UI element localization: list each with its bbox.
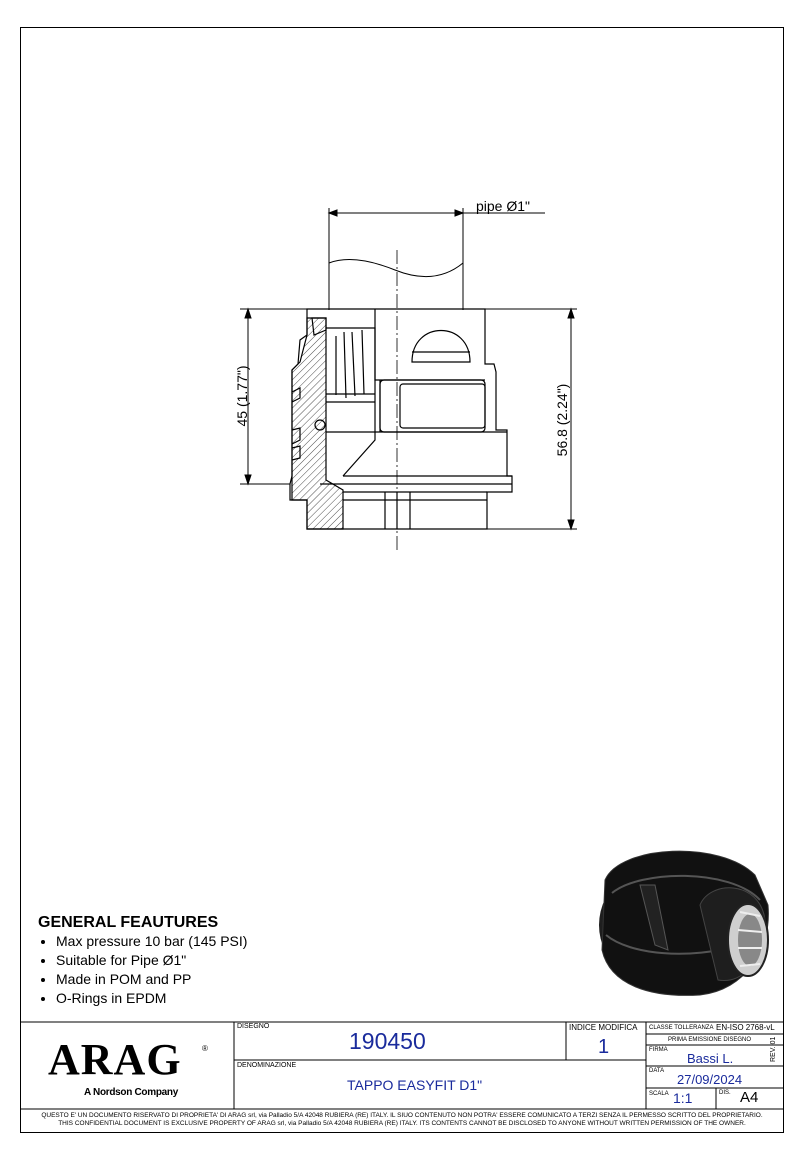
feature-item: • O-Rings in EPDM <box>56 989 247 1008</box>
dis-label: DIS. <box>719 1090 731 1096</box>
part-3d-render <box>599 851 768 995</box>
part-name: TAPPO EASYFIT D1" <box>347 1077 483 1093</box>
pipe-diameter-label: pipe Ø1" <box>476 198 531 214</box>
indice-label: INDICE MODIFICA <box>569 1023 638 1032</box>
general-features <box>38 913 247 1008</box>
sheet-size: A4 <box>740 1089 759 1106</box>
scale-value: 1:1 <box>673 1090 693 1106</box>
registered-mark: ® <box>202 1044 208 1053</box>
feature-item: • Max pressure 10 bar (145 PSI) <box>56 932 247 951</box>
disclaimer-english: THIS CONFIDENTIAL DOCUMENT IS EXCLUSIVE PROPERTY OF ARAG srl, via Palladio 5/A 42048 RUBIERA (RE) ITALY. ITS CONTENTS CANNOT BE DISCLOSED TO ANYONE WITHOUT WRITTEN PERMISSION OF THE OWNER. <box>58 1120 746 1127</box>
revision-label: REV. 01 <box>770 1036 777 1062</box>
disegno-label: DISEGNO <box>237 1023 270 1030</box>
denominazione-label: DENOMINAZIONE <box>237 1062 297 1069</box>
classe-value: EN-ISO 2768-vL <box>716 1023 775 1032</box>
features-list <box>38 932 247 1008</box>
features-title: GENERAL FEAUTURES <box>38 914 219 931</box>
prima-emissione-label: PRIMA EMISSIONE DISEGNO <box>668 1037 752 1043</box>
feature-item: • Suitable for Pipe Ø1" <box>56 951 247 970</box>
classe-label: CLASSE TOLLERANZA <box>649 1025 714 1031</box>
drawing-number: 190450 <box>349 1028 426 1054</box>
inner-height-label: 45 (1.77") <box>234 365 250 427</box>
feature-item: • Made in POM and PP <box>56 970 247 989</box>
scala-label: SCALA <box>649 1091 669 1097</box>
total-height-label: 56.8 (2.24") <box>554 383 570 457</box>
data-label: DATA <box>649 1068 665 1074</box>
revision-index: 1 <box>598 1036 610 1058</box>
firma-label: FIRMA <box>649 1047 668 1053</box>
logo-subtitle: A Nordson Company <box>84 1087 178 1098</box>
pipe-dimension <box>329 208 545 310</box>
disclaimer-italian: QUESTO E' UN DOCUMENTO RISERVATO DI PROPRIETA' DI ARAG srl, via Palladio 5/A 42048 RUBIERA (RE) ITALY. IL SIUO CONTENUTO NON POTRA' ESSERE COMUNICATO A TERZI SENZA IL PERMESSO SCRITTO DEL PROPRIETARIO. <box>41 1112 763 1119</box>
part-section <box>290 309 512 529</box>
firma-value: Bassi L. <box>687 1051 734 1066</box>
date-value: 27/09/2024 <box>677 1072 743 1087</box>
arag-logo: ARAG <box>48 1035 182 1084</box>
